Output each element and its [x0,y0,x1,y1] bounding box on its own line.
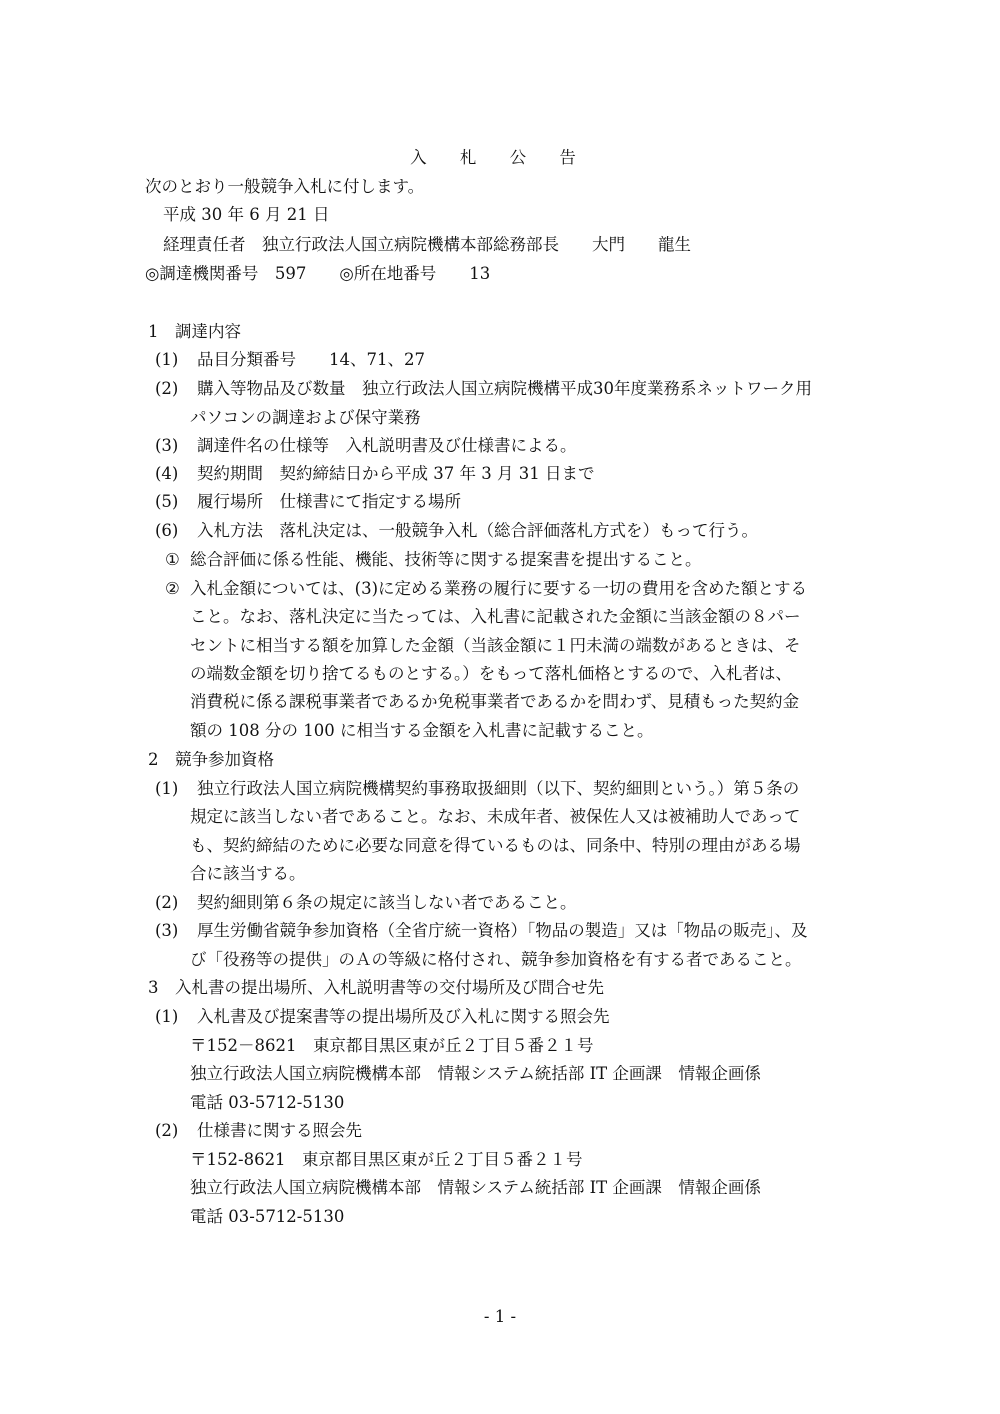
s3-item-2-organization: 独立行政法人国立病院機構本部 情報システム統括部 IT 企画課 情報企画係 [190,1178,761,1197]
section-1-heading: 1 調達内容 [148,322,241,341]
s1-subitem-2-line-6: 額の 108 分の 100 に相当する金額を入札書に記載すること。 [190,721,654,740]
item-text: 契約細則第６条の規定に該当しない者であること。 [197,893,577,912]
item-number: (2) [155,893,179,912]
s1-item-1 [155,350,425,370]
item-text: 独立行政法人国立病院機構契約事務取扱細則（以下、契約細則という。）第５条の [197,779,800,798]
item-number: (2) [155,379,179,398]
item-number: (1) [155,779,179,798]
procurement-codes: ◎調達機関番号 597 ◎所在地番号 13 [145,264,491,283]
item-number: (3) [155,436,179,455]
s1-item-2 [155,379,812,399]
s2-item-1-line-2: 規定に該当しない者であること。なお、未成年者、被保佐人又は被補助人であって [190,807,801,826]
s3-item-1-organization: 独立行政法人国立病院機構本部 情報システム統括部 IT 企画課 情報企画係 [190,1064,761,1083]
s3-item-1-phone: 電話 03-5712-5130 [190,1093,345,1112]
s1-item-5 [155,492,461,512]
item-number: (2) [155,1121,179,1140]
s1-subitem-2-line-5: 消費税に係る課税事業者であるか免税事業者であるかを問わず、見積もった契約金 [190,692,800,711]
s2-item-1 [155,779,799,799]
s2-item-1-line-4: 合に該当する。 [190,864,306,883]
s3-item-2 [155,1121,362,1141]
page-number: - 1 - [483,1307,517,1326]
s2-item-3-line-2: び「役務等の提供」のＡの等級に格付され、競争参加資格を有する者であること。 [190,950,802,969]
item-number: (5) [155,492,179,511]
item-number: (1) [155,350,179,369]
section-3-heading: 3 入札書の提出場所、入札説明書等の交付場所及び問合せ先 [148,978,604,997]
s1-item-4 [155,464,594,484]
s1-subitem-2-line-3: セントに相当する額を加算した金額（当該金額に１円未満の端数があるときは、そ [190,636,801,655]
s2-item-3 [155,921,808,941]
item-text: 入札方法 落札決定は、一般競争入札（総合評価落札方式を）もって行う。 [197,521,758,540]
intro-text: 次のとおり一般競争入札に付します。 [145,177,425,196]
s2-item-1-line-3: も、契約締結のために必要な同意を得ているものは、同条中、特別の理由がある場 [190,836,801,855]
circled-number: ② [165,579,180,598]
s1-subitem-2-line-4: の端数金額を切り捨てるものとする。）をもって落札価格とするので、入札者は、 [190,664,792,683]
notice-date: 平成 30 年 6 月 21 日 [163,205,330,224]
item-text: 入札書及び提案書等の提出場所及び入札に関する照会先 [197,1007,610,1026]
item-number: (4) [155,464,179,483]
s1-item-2-continuation: パソコンの調達および保守業務 [190,408,421,427]
s1-subitem-2 [165,579,807,599]
item-text: 購入等物品及び数量 独立行政法人国立病院機構平成30年度業務系ネットワーク用 [197,379,812,398]
s1-subitem-1 [165,550,702,570]
item-text: 履行場所 仕様書にて指定する場所 [197,492,461,511]
item-text: 仕様書に関する照会先 [197,1121,362,1140]
item-number: (3) [155,921,179,940]
s1-item-6 [155,521,758,541]
item-text: 調達件名の仕様等 入札説明書及び仕様書による。 [197,436,577,455]
item-number: (6) [155,521,179,540]
s1-subitem-2-line-2: こと。なお、落札決定に当たっては、入札書に記載された金額に当該金額の８パー [190,607,801,626]
s3-item-1 [155,1007,610,1027]
circled-number: ① [165,550,180,569]
s3-item-2-phone: 電話 03-5712-5130 [190,1207,345,1226]
item-text: 契約期間 契約締結日から平成 37 年 3 月 31 日まで [197,464,595,483]
section-2-heading: 2 競争参加資格 [148,750,274,769]
s2-item-2 [155,893,577,913]
accounting-official: 経理責任者 独立行政法人国立病院機構本部総務部長 大門 龍生 [163,235,691,254]
item-text: 入札金額については、(3)に定める業務の履行に要する一切の費用を含めた額とする [190,579,808,598]
s1-item-3 [155,436,577,456]
s3-item-1-address: 〒152－8621 東京都目黒区東が丘２丁目５番２１号 [190,1036,594,1055]
s3-item-2-address: 〒152-8621 東京都目黒区東が丘２丁目５番２１号 [190,1150,583,1169]
item-text: 総合評価に係る性能、機能、技術等に関する提案書を提出すること。 [190,550,702,569]
item-text: 品目分類番号 14、71、27 [197,350,425,369]
item-number: (1) [155,1007,179,1026]
document-title: 入 札 公 告 [410,148,590,167]
item-text: 厚生労働省競争参加資格（全省庁統一資格）「物品の製造」又は「物品の販売」、及 [197,921,808,940]
